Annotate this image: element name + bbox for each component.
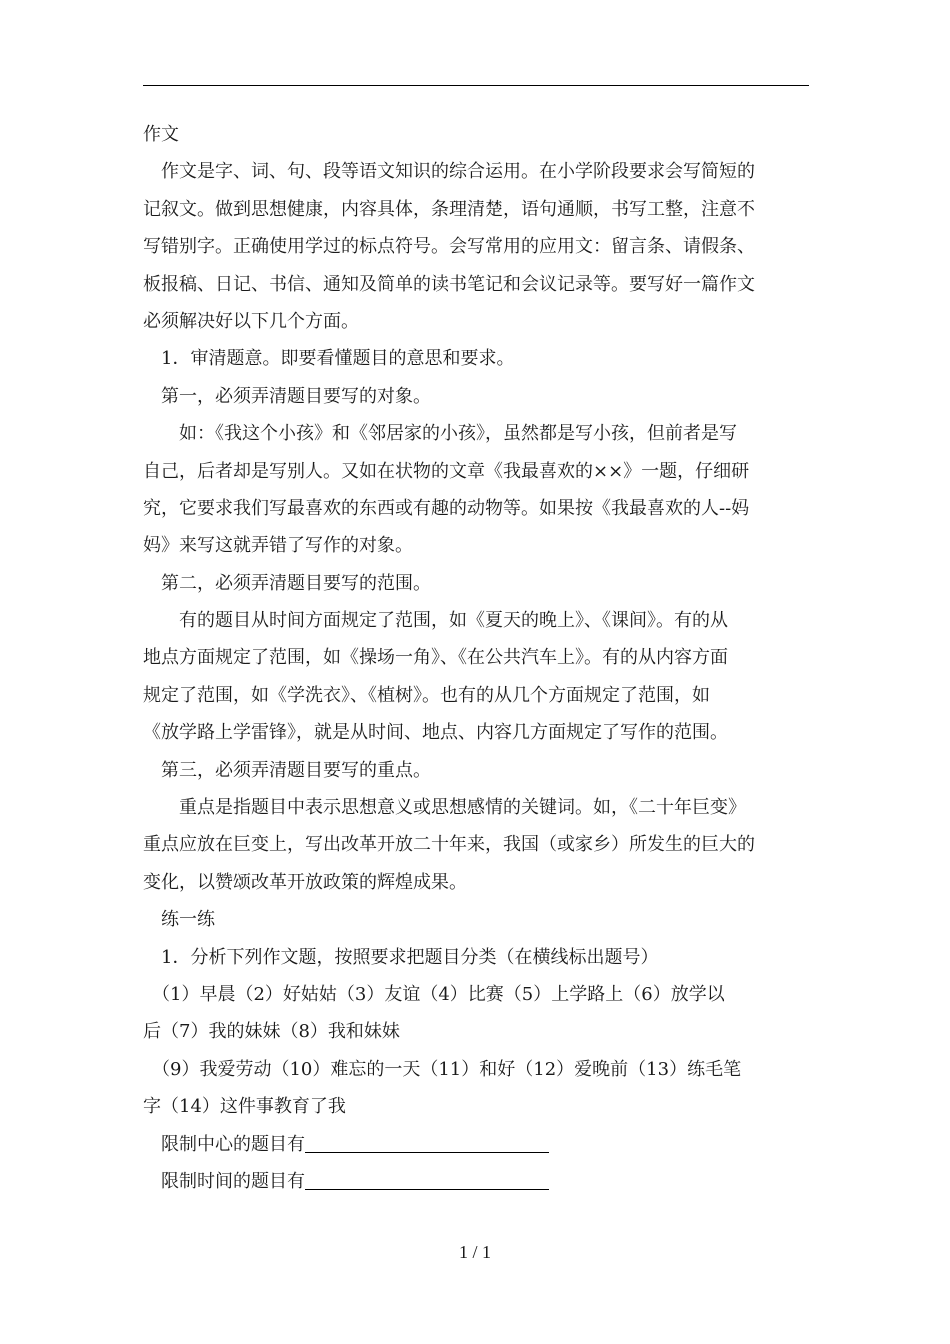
text-line: 有的题目从时间方面规定了范围，如《夏天的晚上》、《课间》。有的从 (143, 610, 728, 632)
blank-label: 限制时间的题目有 (143, 1170, 305, 1192)
text-line: 《放学路上学雷锋》，就是从时间、地点、内容几方面规定了写作的范围。 (143, 722, 728, 744)
text-line: 变化，以赞颂改革开放政策的辉煌成果。 (143, 871, 467, 893)
text-line: 必须解决好以下几个方面。 (143, 310, 359, 332)
text-line: 重点是指题目中表示思想意义或思想感情的关键词。如，《二十年巨变》 (143, 797, 746, 819)
text-line: 妈》来写这就弄错了写作的对象。 (143, 535, 413, 557)
text-line: 记叙文。做到思想健康，内容具体，条理清楚，语句通顺，书写工整，注意不 (143, 198, 755, 220)
text-line: 规定了范围，如《学洗衣》、《植树》。也有的从几个方面规定了范围，如 (143, 684, 710, 706)
text-line: 写错别字。正确使用学过的标点符号。会写常用的应用文：留言条、请假条、 (143, 236, 755, 258)
text-line: 后（7）我的妹妹（8）我和妹妹 (143, 1021, 400, 1043)
blank-label: 限制中心的题目有 (143, 1133, 305, 1155)
blank-line-center (143, 1126, 809, 1163)
text-line: 第二，必须弄清题目要写的范围。 (143, 572, 431, 594)
document-body (143, 116, 809, 1200)
text-line: 练一练 (143, 909, 215, 931)
text-line: 自己，后者却是写别人。又如在状物的文章《我最喜欢的××》一题，仔细研 (143, 460, 750, 482)
text-line: 字（14）这件事教育了我 (143, 1096, 346, 1118)
text-line: 地点方面规定了范围，如《操场一角》、《在公共汽车上》。有的从内容方面 (143, 647, 728, 669)
text-line: （9）我爱劳动（10）难忘的一天（11）和好（12）爱晚前（13）练毛笔 (143, 1058, 742, 1080)
page-number: 1 / 1 (458, 1242, 491, 1262)
text-line: 1．分析下列作文题，按照要求把题目分类（在横线标出题号） (143, 946, 659, 968)
text-line: 如：《我这个小孩》和《邻居家的小孩》，虽然都是写小孩，但前者是写 (143, 423, 737, 445)
header-rule (143, 85, 809, 86)
text-line: 第三，必须弄清题目要写的重点。 (143, 759, 431, 781)
text-line: 1．审清题意。即要看懂题目的意思和要求。 (143, 348, 515, 370)
answer-blank[interactable] (305, 1171, 549, 1190)
text-line: 重点应放在巨变上，写出改革开放二十年来，我国（或家乡）所发生的巨大的 (143, 834, 755, 856)
answer-blank[interactable] (305, 1134, 549, 1153)
text-line: （1）早晨（2）好姑姑（3）友谊（4）比赛（5）上学路上（6）放学以 (143, 983, 725, 1005)
blank-line-time (143, 1163, 809, 1200)
text-line: 板报稿、日记、书信、通知及简单的读书笔记和会议记录等。要写好一篇作文 (143, 273, 755, 295)
text-line: 作文是字、词、句、段等语文知识的综合运用。在小学阶段要求会写简短的 (143, 161, 755, 183)
text-line: 第一，必须弄清题目要写的对象。 (143, 385, 431, 407)
doc-title: 作文 (143, 124, 179, 145)
text-line: 究，它要求我们写最喜欢的东西或有趣的动物等。如果按《我最喜欢的人--妈 (143, 497, 750, 519)
